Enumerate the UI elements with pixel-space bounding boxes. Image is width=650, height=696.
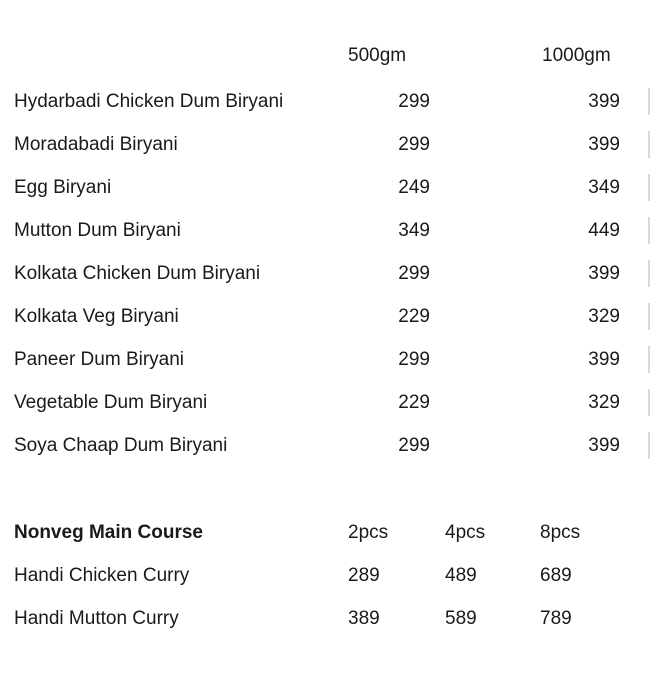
menu-row	[0, 166, 650, 209]
item-name: Paneer Dum Biryani	[14, 349, 185, 370]
item-price-1000gm: 399	[588, 263, 620, 284]
item-price-1000gm: 399	[588, 91, 620, 112]
menu-row	[0, 338, 650, 381]
menu-row	[0, 252, 650, 295]
item-name: Soya Chaap Dum Biryani	[14, 435, 228, 456]
item-price-500gm: 299	[398, 91, 430, 112]
item-price-500gm: 249	[398, 177, 430, 198]
menu-row	[0, 424, 650, 467]
item-price-8pcs: 789	[540, 608, 572, 629]
column-header-2pcs: 2pcs	[348, 522, 389, 543]
item-price-8pcs: 689	[540, 565, 572, 586]
item-price-4pcs: 589	[445, 608, 477, 629]
item-price-4pcs: 489	[445, 565, 477, 586]
column-header-500gm: 500gm	[348, 45, 407, 66]
item-price-500gm: 229	[398, 306, 430, 327]
item-price-500gm: 299	[398, 349, 430, 370]
item-name: Kolkata Chicken Dum Biryani	[14, 263, 261, 284]
item-name: Moradabadi Biryani	[14, 134, 178, 155]
biryani-header-row	[0, 34, 650, 77]
menu-row	[0, 554, 650, 597]
item-name: Handi Mutton Curry	[14, 608, 179, 629]
menu-row	[0, 381, 650, 424]
item-name: Mutton Dum Biryani	[14, 220, 181, 241]
item-name: Handi Chicken Curry	[14, 565, 190, 586]
item-price-1000gm: 349	[588, 177, 620, 198]
item-name: Kolkata Veg Biryani	[14, 306, 179, 327]
item-price-2pcs: 389	[348, 608, 380, 629]
menu-row	[0, 80, 650, 123]
item-price-1000gm: 449	[588, 220, 620, 241]
menu-row	[0, 295, 650, 338]
menu-row	[0, 123, 650, 166]
main-course-header-row	[0, 511, 650, 554]
item-price-1000gm: 399	[588, 134, 620, 155]
section-title: Nonveg Main Course	[14, 522, 203, 543]
column-header-1000gm: 1000gm	[542, 45, 611, 66]
menu-row	[0, 597, 650, 640]
item-price-2pcs: 289	[348, 565, 380, 586]
item-name: Egg Biryani	[14, 177, 112, 198]
item-price-1000gm: 399	[588, 349, 620, 370]
item-price-1000gm: 329	[588, 306, 620, 327]
item-price-500gm: 229	[398, 392, 430, 413]
item-name: Vegetable Dum Biryani	[14, 392, 208, 413]
column-header-4pcs: 4pcs	[445, 522, 486, 543]
item-name: Hydarbadi Chicken Dum Biryani	[14, 91, 284, 112]
item-price-1000gm: 399	[588, 435, 620, 456]
item-price-500gm: 349	[398, 220, 430, 241]
item-price-1000gm: 329	[588, 392, 620, 413]
menu-row	[0, 209, 650, 252]
item-price-500gm: 299	[398, 134, 430, 155]
item-price-500gm: 299	[398, 263, 430, 284]
item-price-500gm: 299	[398, 435, 430, 456]
column-header-8pcs: 8pcs	[540, 522, 581, 543]
